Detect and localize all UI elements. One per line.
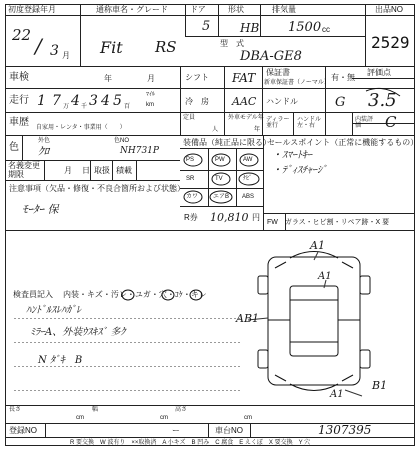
model-label: 型 式 [220,39,244,48]
mileage-digit-6: 5 [113,93,122,109]
legend: R 要交換 W 波有り ××取換済 A 小キズ B 凹み C 腐食 E えくぼ X 要交換 Y 穴 [70,440,311,446]
width-label: 幅 [92,407,99,413]
displacement-label: 排気量 [272,5,296,14]
shape-label: 形状 [228,5,244,14]
rating-label: 評価点 [367,68,391,77]
length-label: 長さ [9,407,22,413]
car-name: Fit [100,38,123,57]
lot-label: 出品NO [375,5,403,14]
reg-era: 22 [12,26,32,44]
exterior-model-unit: 年 [254,127,261,133]
name-change-day: 日 [82,166,90,175]
equipment-airbag: エアB [213,194,230,200]
door-label: ドア [190,5,206,14]
name-change-month: 月 [64,166,72,175]
persons-unit: 人 [212,127,219,133]
inspector-line-3: N ﾀﾞｷ B [38,355,83,366]
damage-mark-front: A1 [310,239,325,252]
warranty-sub: 新車保証書（ノーマル） [264,80,330,86]
selling-points-title: セールスポイント（正常に機能するもの） [267,138,419,147]
shaken-month-label: 月 [147,74,155,83]
collection-label: 取扱 [94,166,110,175]
notes-value: ﾓｰﾀｰ 保 [22,203,59,216]
car-name-label: 通称車名・グレード [96,5,168,14]
mileage-label: 走行 [9,95,29,106]
equipment-pw: PW [215,157,225,163]
width-unit: cm [160,415,168,421]
color-label: 色 [9,142,19,153]
selling-point-2-text: ﾃﾞｨｽﾁｬｰｼﾞ [282,165,327,176]
km-unit: km [146,102,154,108]
equipment-sr: SR [186,176,195,182]
damage-mark-right: B1 [372,379,388,392]
damage-mark-hood: A1 [318,271,332,282]
mileage-digit-3: 4 [71,93,80,109]
reg-month: 3 [50,43,59,59]
equipment-tv: TV [215,176,223,182]
ac-value: AAC [232,95,257,108]
fw-bar: FW ガラス・ヒビ割・リペア跡・X 要 [267,219,390,226]
equipment-title: 装備品（純正品に限る） [183,138,271,147]
height-unit: cm [244,415,252,421]
loading-label: 積載 [116,166,132,175]
reg-no-label: 登録NO [9,426,37,435]
r-ticket-value: 10,810 [210,211,249,224]
selling-point-1-text: ｽﾏｰﾄｷｰ [282,150,312,161]
mileage-unit-sen: 千 [81,104,88,110]
shift-label: シフト [185,73,209,82]
lhd-rhd-label: ハンドル左・右 [297,117,322,129]
damage-mark-rear: A1 [330,389,344,400]
history-label: 車歴 [9,117,29,128]
damage-mark-left: AB1 [236,312,260,325]
history-options: 自家用・レンタ・事業用（ ） [36,125,126,131]
rating-value: 3.5 [368,90,397,111]
color-value: ｸﾛ [38,145,49,158]
color-sublabel: 外色 [38,138,51,144]
selling-point-1: ・ｽﾏｰﾄｷｰ [272,150,312,161]
steering-label: ハンドル [266,97,298,106]
inspector-line-2: ﾐﾗｰA、外装ｳｽｷｽﾞ 多ｸ [30,327,126,338]
length-unit: cm [76,415,84,421]
r-ticket-unit: 円 [252,213,260,222]
chassis-label: 車台NO [215,426,243,435]
reg-slash: / [35,34,42,58]
equipment-aw: AW [243,157,253,163]
reg-month-unit: 月 [62,51,70,60]
reg-no-dash: ー [172,426,180,435]
ac-label: 冷 房 [185,97,209,106]
warranty-yes-no: 有・無 [331,73,355,82]
lot-number: 2529 [371,33,410,52]
equipment-abs: ABS [242,194,255,200]
mileage-digit-1: 1 [37,93,46,109]
chassis-value: 1307395 [318,423,372,437]
shaken-label: 車検 [9,72,29,83]
equipment-leather: カワ [186,194,199,200]
mileage-digit-2: 7 [52,93,61,109]
cc-unit: cc [322,25,330,34]
inspector-tabs: 内装・キズ・汚レ・ユガ・穴・ｺｹ・キレ [63,290,207,299]
color-no-label: 色NO [114,138,130,144]
notes-label: 注意事項（欠品・修復・不良合箇所および状態） [9,184,185,193]
color-no: NH731P [120,146,159,156]
doors: 5 [202,19,211,34]
shift-value: FAT [232,71,256,85]
car-diagram [248,252,370,397]
mileage-unit-man: 万 [63,104,70,110]
equipment-ps: PS [186,157,195,163]
displacement: 1500 [288,20,322,35]
interior-value: C [385,113,397,131]
inspector-line-1: ﾊﾝﾄﾞﾙｽﾚﾊｶﾞﾚ [26,305,81,316]
height-label: 高さ [175,407,188,413]
equipment-navi: ﾅﾋﾞ [243,176,253,182]
name-change-label: 名義変更 [8,161,40,170]
shape: HB [240,21,260,35]
model-code: DBA-GE8 [240,49,302,64]
mileage-unit-hyaku: 百 [124,104,131,110]
mile-unit: ﾏｲﾙ [146,92,156,98]
grade: RS [155,38,177,56]
shaken-year-label: 年 [104,74,112,83]
inspector-label: 検査員記入 [13,290,53,299]
mileage-digit-4: 3 [89,93,98,109]
mileage-digit-5: 4 [101,93,110,109]
selling-point-2: ・ﾃﾞｨｽﾁｬｰｼﾞ [272,165,327,176]
first-reg-label: 初度登録年月 [8,5,56,14]
interior-label: 内装評価 [355,117,374,129]
exterior-model-label: 外車モデル年 [228,115,264,121]
warranty-label: 保証書 [266,68,290,77]
steering-value: G [335,95,346,110]
r-ticket-label: R券 [184,213,198,222]
name-change-period: 期限 [8,170,24,179]
dealer-label: ディラー並行 [266,117,290,129]
seating-label: 定員 [183,115,196,121]
